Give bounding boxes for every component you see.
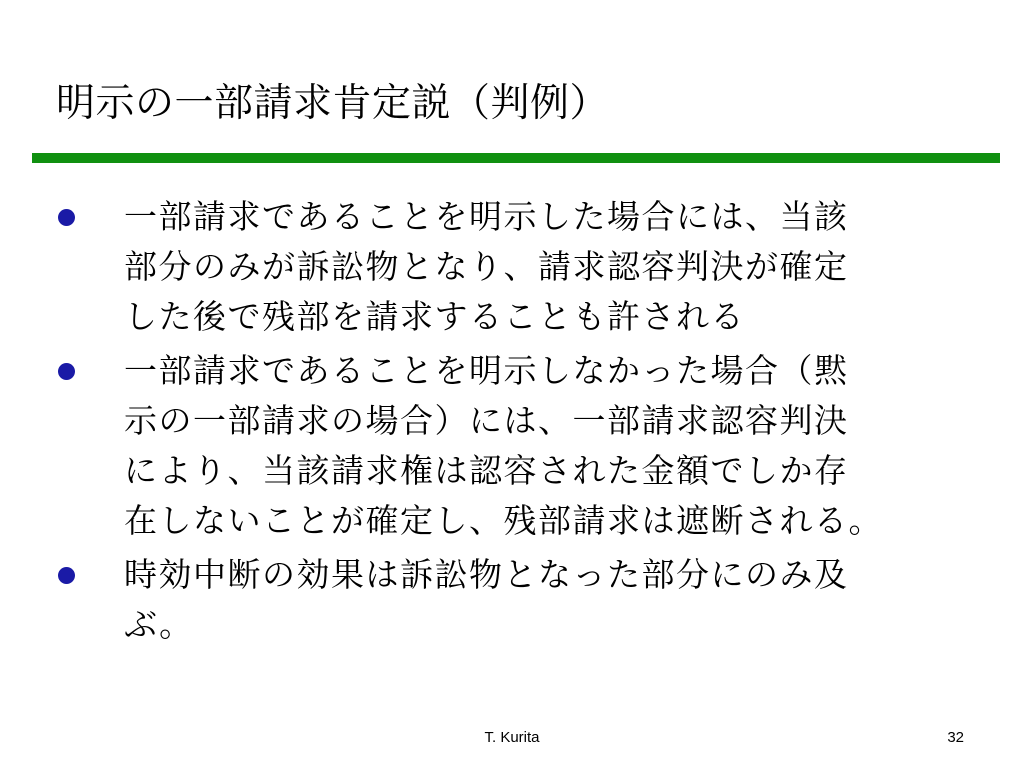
- bullet-text: [124, 192, 966, 342]
- bullet-line: 部分のみが訴訟物となり、請求認容判決が確定: [124, 247, 849, 286]
- bullet-line: 示の一部請求の場合）には、一部請求認容判決: [124, 401, 849, 440]
- bullet-line: 一部請求であることを明示した場合には、当該: [124, 197, 849, 236]
- bullet-line: 一部請求であることを明示しなかった場合（黙: [124, 351, 849, 390]
- bullet-dot-icon: [58, 209, 75, 226]
- bullet-list: [52, 192, 982, 654]
- bullet-dot-icon: [58, 567, 75, 584]
- title-divider: [32, 153, 1000, 163]
- footer-author: T. Kurita: [484, 729, 540, 746]
- bullet-text: [124, 550, 966, 650]
- bullet-text: [124, 346, 966, 546]
- bullet-line: 在しないことが確定し、残部請求は遮断される。: [124, 501, 883, 540]
- bullet-line: した後で残部を請求することも許される: [124, 297, 745, 336]
- bullet-dot-icon: [58, 363, 75, 380]
- bullet-item: [52, 550, 982, 650]
- bullet-line: ぶ。: [124, 605, 194, 644]
- bullet-line: により、当該請求権は認容された金額でしか存: [124, 451, 849, 490]
- bullet-item: [52, 192, 982, 342]
- bullet-line: 時効中断の効果は訴訟物となった部分にのみ及: [124, 555, 849, 594]
- page-number: 32: [947, 729, 964, 746]
- bullet-item: [52, 346, 982, 546]
- slide-title: 明示の一部請求肯定説（判例）: [56, 81, 610, 126]
